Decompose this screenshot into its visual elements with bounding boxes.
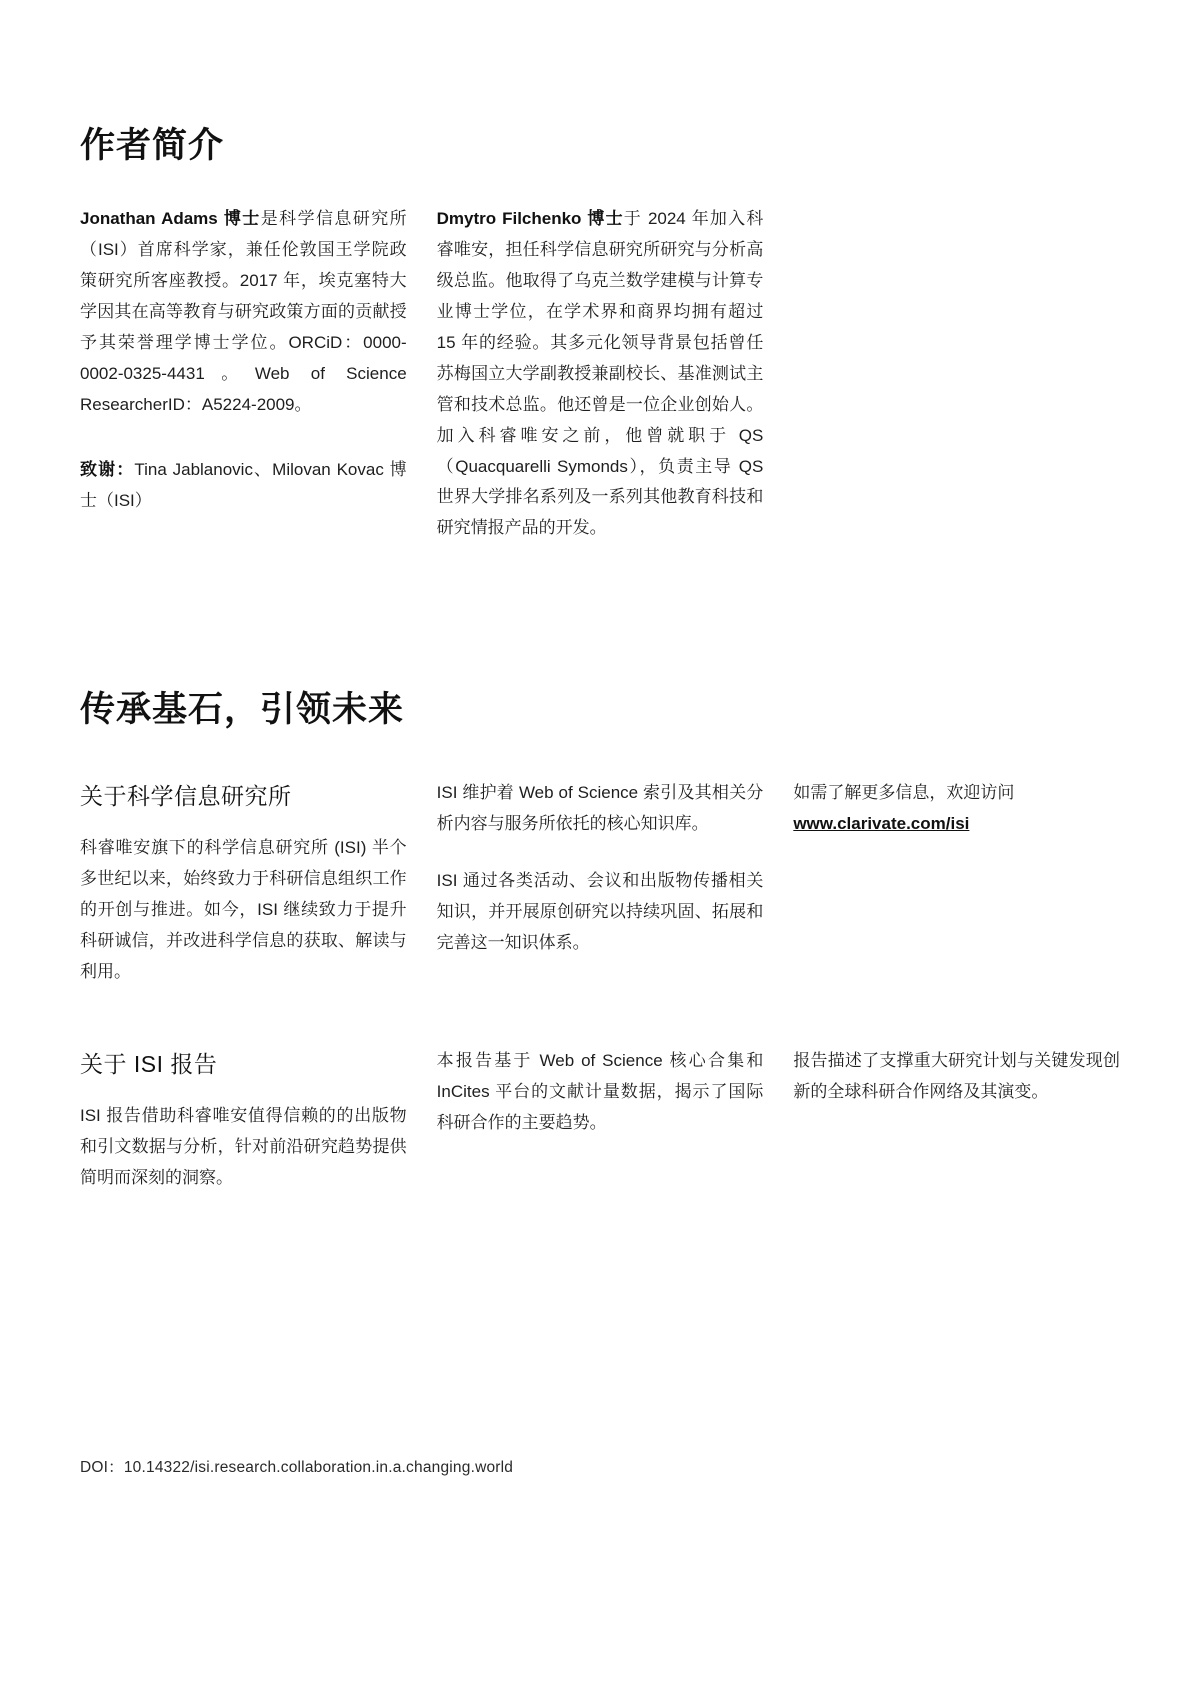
isi-knowledge-paragraph-2: ISI 通过各类活动、会议和出版物传播相关知识，并开展原创研究以持续巩固、拓展和完善这一知识体系。 (436, 871, 764, 953)
about-isi-row (80, 778, 1120, 988)
isi-knowledge-column (437, 778, 764, 988)
author1-bio-text: 是科学信息研究所（ISI）首席科学家，兼任伦敦国王学院政策研究所客座教授。2017 年，埃克塞特大学因其在高等教育与研究政策方面的贡献授予其荣誉理学博士学位。ORCiD：0000-0002-0325-4431。Web of Science ResearcherID：A5224-2009。 (80, 209, 407, 414)
about-reports-heading: 关于 ISI 报告 (80, 1051, 218, 1077)
about-isi-heading: 关于科学信息研究所 (80, 783, 292, 810)
reports-scope-column (793, 1046, 1120, 1194)
acknowledgement-text: Tina Jablanovic、Milovan Kovac 博士（ISI） (80, 459, 407, 510)
authors-columns (80, 204, 1120, 544)
acknowledgement-label: 致谢： (80, 459, 135, 479)
about-isi-paragraph: 科睿唯安旗下的科学信息研究所 (ISI) 半个多世纪以来，始终致力于科研信息组织工作的开创与推进。如今，ISI 继续致力于提升科研诚信，并改进科学信息的获取、解读与利用。 (80, 838, 407, 982)
authors-empty-column (793, 204, 1120, 544)
acknowledgement-paragraph (80, 455, 407, 517)
author1-bio-paragraph (80, 204, 407, 421)
about-reports-paragraph: ISI 报告借助科睿唯安值得信赖的的出版物和引文数据与分析，针对前沿研究趋势提供简明而深刻的洞察。 (80, 1106, 407, 1187)
authors-section-title: 作者简介 (80, 126, 225, 165)
author2-name: Dmytro Filchenko 博士 (436, 209, 624, 228)
clarivate-isi-link[interactable]: www.clarivate.com/isi (793, 814, 970, 834)
about-isi-column (80, 778, 407, 988)
reports-basis-column (437, 1046, 764, 1194)
author2-column (437, 204, 764, 544)
doi-footer: DOI：10.14322/isi.research.collaboration.in.a.changing.world (80, 1459, 514, 1476)
isi-knowledge-paragraph-1: ISI 维护着 Web of Science 索引及其相关分析内容与服务所依托的核心知识库。 (436, 783, 764, 834)
more-info-column (793, 778, 1120, 988)
author2-bio-paragraph (437, 204, 764, 544)
more-info-text: 如需了解更多信息，欢迎访问 (793, 783, 1015, 803)
more-info-paragraph (793, 778, 1120, 840)
legacy-section-title: 传承基石，引领未来 (80, 690, 405, 730)
about-reports-column (80, 1046, 407, 1194)
reports-basis-paragraph: 本报告基于 Web of Science 核心合集和 InCites 平台的文献计量数据，揭示了国际科研合作的主要趋势。 (436, 1051, 764, 1132)
about-reports-row (80, 1046, 1120, 1194)
author1-column (80, 204, 407, 544)
reports-scope-paragraph: 报告描述了支撑重大研究计划与关键发现创新的全球科研合作网络及其演变。 (793, 1051, 1120, 1101)
author1-name: Jonathan Adams 博士 (80, 209, 261, 228)
author2-bio-text: 于 2024 年加入科睿唯安，担任科学信息研究所研究与分析高级总监。他取得了乌克兰数学建模与计算专业博士学位，在学术界和商界均拥有超过 15 年的经验。其多元化领导背景包括曾任苏梅国立大学副教授兼副校长、基准测试主管和技术总监。他还曾是一位企业创始人。加入科睿唯安之前，他曾就职于 QS（Quacquarelli Symonds），负责主导 QS 世界大学排名系列及一系列其他教育科技和研究情报产品的开发。 (436, 209, 764, 538)
